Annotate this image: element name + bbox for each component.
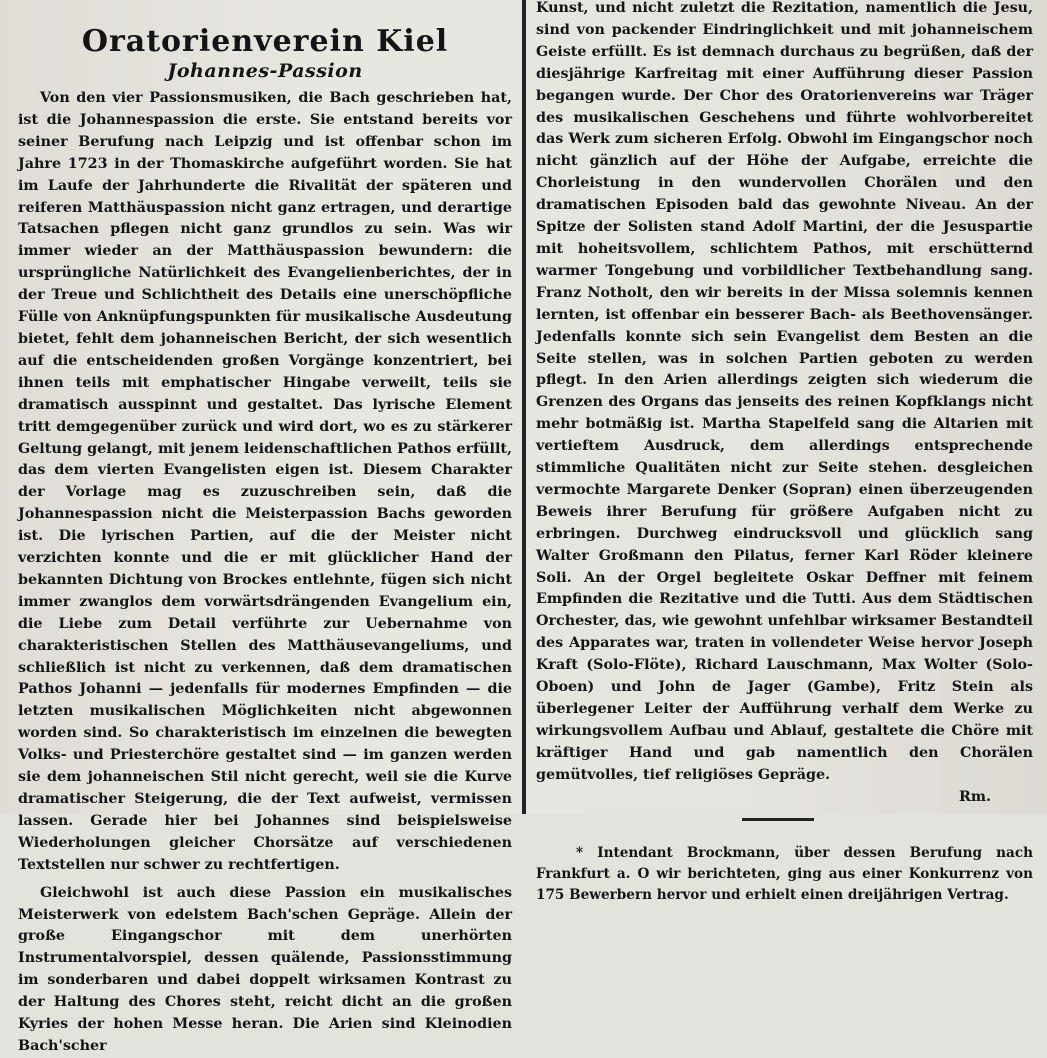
paragraph-1: Von den vier Passionsmusiken, die Bach geschrieben hat, ist die Johannespassion die erste. Sie entstand bereits vor seiner Berufung nach Leipzig und ist offenbar schon im Jahre 1723 in der Thomaskirche aufgeführt worden. Sie hat im Laufe der Jahrhunderte die Rivalität der späteren und reiferen Matthäuspassion nicht ganz ertragen, und derartige Tatsachen pflegen nicht ganz grundlos zu sein. Was wir immer wieder an der Matthäuspassion bewundern: die ursprüngliche Natürlichkeit des Evangelienberichtes, der in der Treue und Schlichtheit des Details eine unerschöpfliche Fülle von Anknüpfungspunkten für musikalische Ausdeutung bietet, fehlt dem johanneischen Bericht, der sich wesentlich auf die entscheidenden großen Vorgänge konzentriert, bei ihnen teils mit emphatischer Hingabe verweilt, teils sie dramatisch ausspinnt und gestaltet. Das lyrische Element tritt demgegenüber zurück und wird dort, wo es zu stärkerer Geltung gelangt, mit jenem leidenschaftlichen Pathos erfüllt, das dem vierten Evangelisten eigen ist. Diesem Charakter der Vorlage mag es zuzuschreiben sein, daß die Johannespassion nicht die Meisterpassion Bachs geworden ist. Die lyrischen Partien, auf die der Meister nicht verzichten konnte und die er mit glücklicher Hand der bekannten Dichtung von Brockes entlehnte, fügen sich nicht immer zwanglos dem vorwärtsdrängenden Evangelium ein, die Liebe zum Detail verführte zur Uebernahme von charakteristischen Stellen des Matthäusevangeliums, und schließlich ist nicht zu verkennen, daß dem dramatischen Pathos Johanni — jedenfalls für modernes Empfinden — die letzten musikalischen Möglichkeiten nicht abgewonnen worden sind. So charakteristisch im einzelnen die bewegten Volks- und Priesterchöre gestaltet sind — im ganzen werden sie dem johanneischen Stil nicht gerecht, weil sie die Kurve dramatischer Steigerung, die der Text aufweist, vermissen lassen. Gerade hier bei Johannes sind beispielsweise Wiederholungen gleicher Chorsätze auf verschiedenen Textstellen nur schwer zu rechtfertigen. xyxy=(18,90,512,873)
right-column xyxy=(528,0,1047,906)
paragraph-3: Kunst, und nicht zuletzt die Rezitation, namentlich die Jesu, sind von packender Eindringlichkeit und mit johanneischem Geiste erfüllt. Es ist demnach durchaus zu begrüßen, daß der diesjährige Karfreitag mit einer Aufführung dieser Passion begangen wurde. Der Chor des Oratorienvereins war Träger des musikalischen Geschehens und führte wohlvorbereitet das Werk zum sicheren Erfolg. Obwohl im Eingangschor noch nicht gänzlich auf der Höhe der Aufgabe, erreichte die Chorleistung in den wundervollen Chorälen und den dramatischen Episoden bald das gewohnte Niveau. An der Spitze der Solisten stand Adolf Martini, der die Jesuspartie mit hoheitsvollem, schlichtem Pathos, mit erschütternd warmer Tongebung und vorbildlicher Textbehandlung sang. Franz Notholt, den wir bereits in der Missa solemnis kennen lernten, ist offenbar ein besserer Bach- als Beethovensänger. Jedenfalls konnte sich sein Evangelist dem Besten an die Seite stellen, was in solchen Partien geboten zu werden pflegt. In den Arien allerdings zeigten sich wiederum die Grenzen des Organs das jenseits des reinen Kopfklangs nicht mehr botmäßig ist. Martha Stapelfeld sang die Altarien mit vertieftem Ausdruck, dem allerdings entsprechende stimmliche Qualitäten nicht zur Seite stehen. desgleichen vermochte Margarete Denker (Sopran) einen überzeugenden Beweis ihrer Berufung für größere Aufgaben nicht zu erbringen. Durchweg eindrucksvoll und glücklich sang Walter Großmann den Pilatus, ferner Karl Röder kleinere Soli. An der Orgel begleitete Oskar Deffner mit feinem Empfinden die Rezitative und die Tutti. Aus dem Städtischen Orchester, das, wie gewohnt unfehlbar wirksamer Bestandteil des Apparates war, traten in vollendeter Weise hervor Joseph Kraft (Solo-Flöte), Richard Lauschmann, Max Wolter (Solo-Oboen) und John de Jager (Gambe), Fritz Stein als überlegener Leiter der Aufführung verhalf dem Werke zu wirkungsvollem Aufbau und Ablauf, gestaltete die Chöre mit kräftiger Hand und gab namentlich den Chorälen gemütvolles, tief religiöses Gepräge. xyxy=(536,0,1033,783)
article-title: Oratorienverein Kiel xyxy=(81,24,449,59)
section-divider xyxy=(742,818,814,821)
paragraph-2: Gleichwohl ist auch diese Passion ein musikalisches Meisterwerk von edelstem Bach'schen Gepräge. Allein der große Eingangschor mit dem unerhörten Instrumentalvorspiel, dessen quälende, Passionsstimmung im sonderbaren und dabei doppelt wirksamen Kontrast zu der Haltung des Chores steht, reicht dicht an die großen Kyries der hohen Messe heran. Die Arien sind Kleinodien Bach'scher xyxy=(18,884,512,1054)
column-rule xyxy=(522,0,526,814)
author-signoff: Rm. xyxy=(959,788,991,805)
article-subtitle: Johannes-Passion xyxy=(167,60,363,82)
left-column xyxy=(0,0,522,1058)
footnote: * Intendant Brockmann, über dessen Berufung nach Frankfurt a. O wir berichteten, ging aus einer Konkurrenz von 175 Bewerbern hervor und erhielt einen dreijährigen Vertrag. xyxy=(536,844,1033,903)
